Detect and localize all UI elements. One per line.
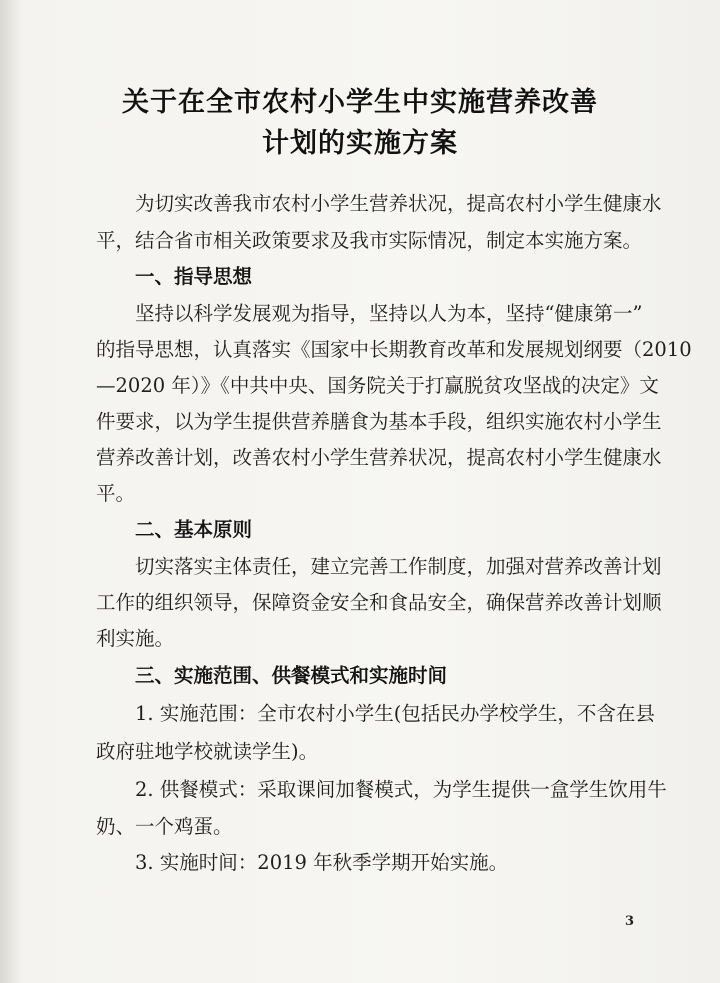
section-1-line-5: 营养改善计划，改善农村小学生营养状况，提高农村小学生健康水	[96, 446, 662, 469]
page-number: 3	[624, 914, 634, 929]
section-2-line-3: 利实施。	[96, 627, 175, 650]
section-3-item-2-line-2: 奶、一个鸡蛋。	[96, 815, 233, 838]
document-title-line-2: 计划的实施方案	[262, 128, 458, 159]
section-1-line-2: 的指导思想，认真落实《国家中长期教育改革和发展规划纲要（2010	[96, 338, 692, 361]
section-1-line-1: 坚持以科学发展观为指导，坚持以人为本，坚持“健康第一”	[135, 302, 643, 325]
section-2-line-1: 切实落实主体责任，建立完善工作制度，加强对营养改善计划	[135, 555, 662, 578]
section-1-heading: 一、指导思想	[135, 265, 253, 288]
section-3-item-3-line-1: 3. 实施时间：2019 年秋季学期开始实施。	[135, 851, 509, 874]
section-1-line-6: 平。	[96, 482, 136, 505]
section-3-item-2-line-1: 2. 供餐模式：采取课间加餐模式，为学生提供一盒学生饮用牛	[135, 778, 667, 801]
document-title-line-1: 关于在全市农村小学生中实施营养改善	[122, 87, 598, 118]
section-3-heading: 三、实施范围、供餐模式和实施时间	[135, 664, 448, 687]
intro-line-2: 平，结合省市相关政策要求及我市实际情况，制定本实施方案。	[96, 229, 643, 252]
section-1-line-3: —2020 年）》《中共中央、国务院关于打赢脱贫攻坚战的决定》文	[96, 374, 659, 397]
section-2-line-2: 工作的组织领导，保障资金安全和食品安全，确保营养改善计划顺	[96, 591, 662, 614]
section-3-item-1-line-2: 政府驻地学校就读学生)。	[96, 740, 319, 763]
section-1-line-4: 件要求，以为学生提供营养膳食为基本手段，组织实施农村小学生	[96, 410, 662, 433]
intro-line-1: 为切实改善我市农村小学生营养状况，提高农村小学生健康水	[135, 192, 662, 215]
section-3-item-1-line-1: 1. 实施范围：全市农村小学生(包括民办学校学生，不含在县	[135, 702, 655, 725]
section-2-heading: 二、基本原则	[135, 518, 253, 541]
